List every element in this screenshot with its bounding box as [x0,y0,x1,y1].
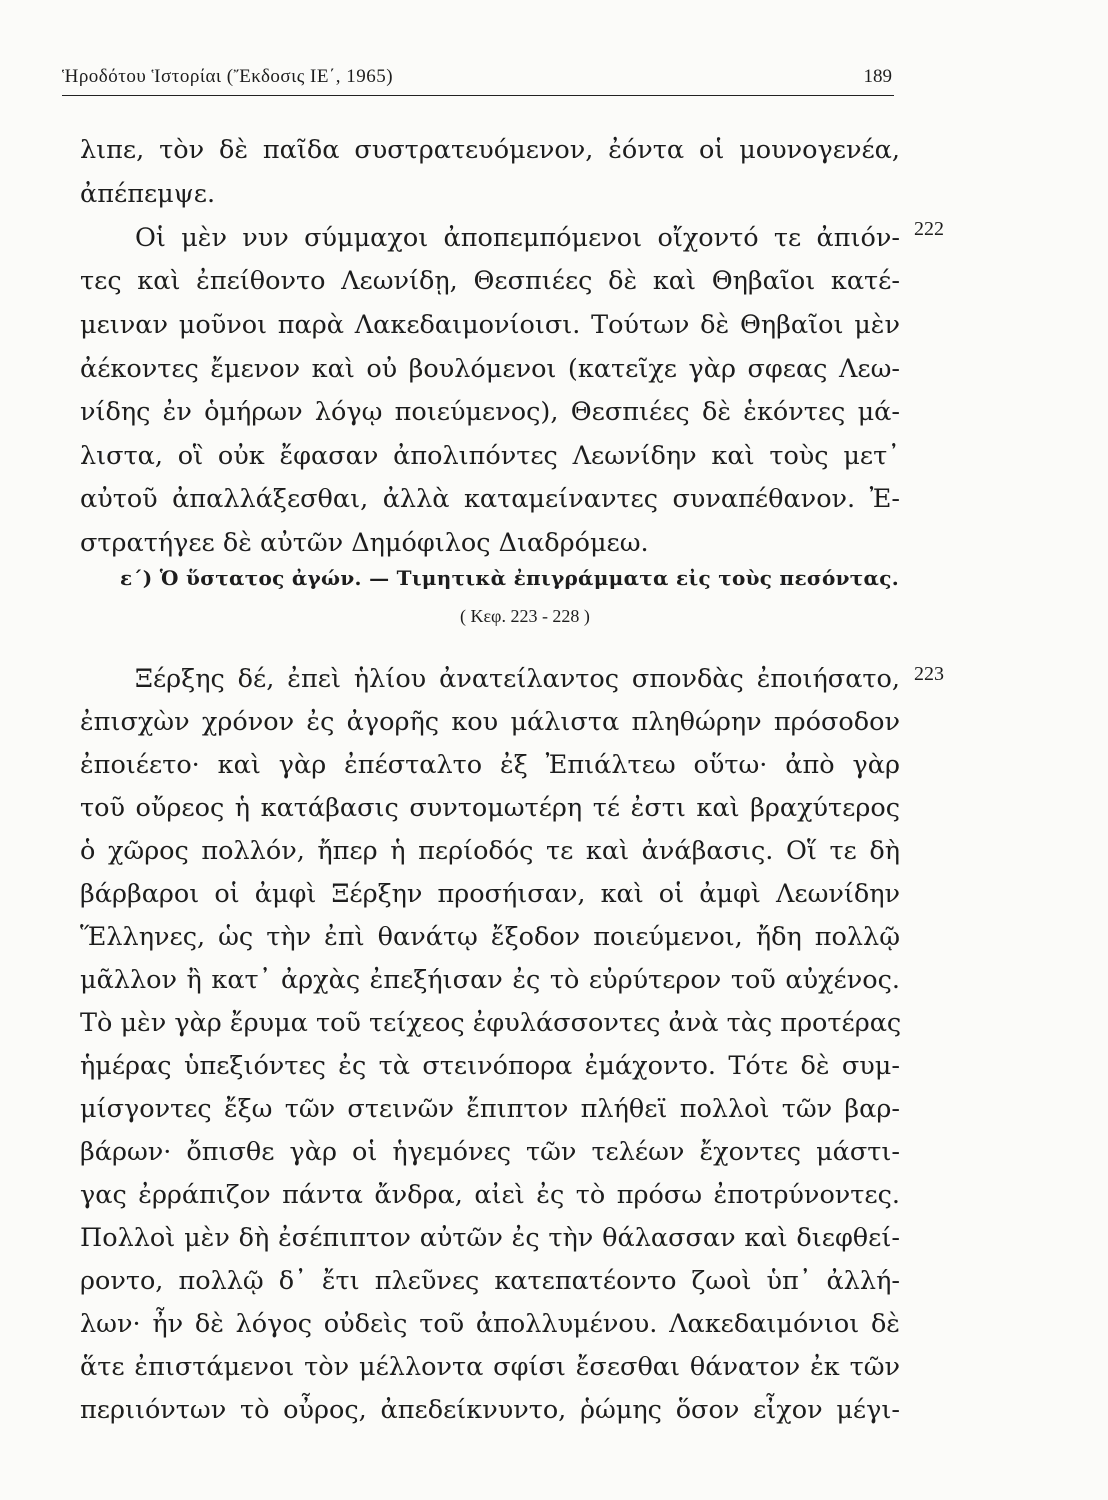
text-line: στρατήγεε δὲ αὐτῶν Δημόφιλος Διαδρόμεω. [80,528,649,558]
chapter-number-222: 222 [914,218,944,240]
text-line: μίσγοντες ἔξω τῶν στεινῶν ἔπιπτον πλήθεϊ πολλοὶ τῶν βαρ- [80,1094,900,1124]
text-line: μᾶλλον ἢ κατ᾽ ἀρχὰς ἐπεξήισαν ἐς τὸ εὐρύτερον τοῦ αὐχένος. [80,965,900,995]
text-line: βάρβαροι οἱ ἀμφὶ Ξέρξην προσήισαν, καὶ οἱ ἀμφὶ Λεωνίδην [80,879,900,909]
text-line: ἐπισχὼν χρόνον ἐς ἀγορῆς κου μάλιστα πληθώρην πρόσοδον [80,707,900,737]
text-line: ἀπέπεμψε. [80,179,216,209]
header-rule [62,95,894,96]
text-line: νίδης ἐν ὁμήρων λόγῳ ποιεύμενος), Θεσπιέες δὲ ἑκόντες μά- [80,397,900,427]
text-line: αὐτοῦ ἀπαλλάξεσθαι, ἀλλὰ καταμείναντες συναπέθανον. Ἐ- [80,484,900,514]
chapter-number-223: 223 [914,663,944,685]
text-line: λιπε, τὸν δὲ παῖδα συστρατευόμενον, ἐόντα οἱ μουνογενέα, [80,135,900,165]
text-line: ροντο, πολλῷ δ᾽ ἔτι πλεῦνες κατεπατέοντο ζωοὶ ὑπ᾽ ἀλλή- [80,1266,900,1296]
text-line: Οἱ μὲν νυν σύμμαχοι ἀποπεμπόμενοι οἴχοντό τε ἀπιόν- [135,223,900,253]
text-line: λιστα, οἳ οὐκ ἔφασαν ἀπολιπόντες Λεωνίδην καὶ τοὺς μετ᾽ [80,441,900,471]
text-line: Τὸ μὲν γὰρ ἔρυμα τοῦ τείχεος ἐφυλάσσοντες ἀνὰ τὰς προτέρας [80,1008,902,1038]
text-line: Πολλοὶ μὲν δὴ ἐσέπιπτον αὐτῶν ἐς τὴν θάλασσαν καὶ διεφθεί- [80,1223,900,1253]
text-line: ἀέκοντες ἔμενον καὶ οὐ βουλόμενοι (κατεῖχε γὰρ σφεας Λεω- [80,354,900,384]
text-line: ἅτε ἐπιστάμενοι τὸν μέλλοντα σφίσι ἔσεσθαι θάνατον ἐκ τῶν [80,1352,900,1382]
text-line: ἡμέρας ὑπεξιόντες ἐς τὰ στεινόπορα ἐμάχοντο. Τότε δὲ συμ- [80,1051,900,1081]
page-number: 189 [863,66,892,87]
text-line: βάρων· ὄπισθε γὰρ οἱ ἡγεμόνες τῶν τελέων ἔχοντες μάστι- [80,1137,900,1167]
text-line: Ἕλληνες, ὡς τὴν ἐπὶ θανάτῳ ἔξοδον ποιεύμενοι, ἤδη πολλῷ [80,922,900,952]
running-header-title: Ἡροδότου Ἱστορίαι (Ἔκδοσις ΙΕ΄, 1965) [62,66,394,87]
text-line: λων· ἦν δὲ λόγος οὐδεὶς τοῦ ἀπολλυμένου. Λακεδαιμόνιοι δὲ [80,1309,900,1339]
text-line: τες καὶ ἐπείθοντο Λεωνίδῃ, Θεσπιέες δὲ καὶ Θηβαῖοι κατέ- [80,266,900,296]
text-line: Ξέρξης δέ, ἐπεὶ ἡλίου ἀνατείλαντος σπονδὰς ἐποιήσατο, [135,664,900,694]
text-line: ἐποιέετο· καὶ γὰρ ἐπέσταλτο ἐξ Ἐπιάλτεω οὕτω· ἀπὸ γὰρ [80,750,900,780]
section-heading: ε΄) Ὁ ὕστατος ἀγών. — Τιμητικὰ ἐπιγράμματα εἰς τοὺς πεσόντας. [120,566,899,590]
running-header [62,64,892,94]
text-line: ὁ χῶρος πολλόν, ἤπερ ἡ περίοδός τε καὶ ἀνάβασις. Οἵ τε δὴ [80,836,900,866]
section-chapters: ( Κεφ. 223 - 228 ) [460,606,590,626]
text-line: γας ἐρράπιζον πάντα ἄνδρα, αἰεὶ ἐς τὸ πρόσω ἐποτρύνοντες. [80,1180,900,1210]
text-line: περιιόντων τὸ οὖρος, ἀπεδείκνυντο, ῥώμης ὅσον εἶχον μέγι- [80,1395,900,1425]
text-line: μειναν μοῦνοι παρὰ Λακεδαιμονίοισι. Τούτων δὲ Θηβαῖοι μὲν [80,310,900,340]
text-line: τοῦ οὔρεος ἡ κατάβασις συντομωτέρη τέ ἐστι καὶ βραχύτερος [80,793,900,823]
